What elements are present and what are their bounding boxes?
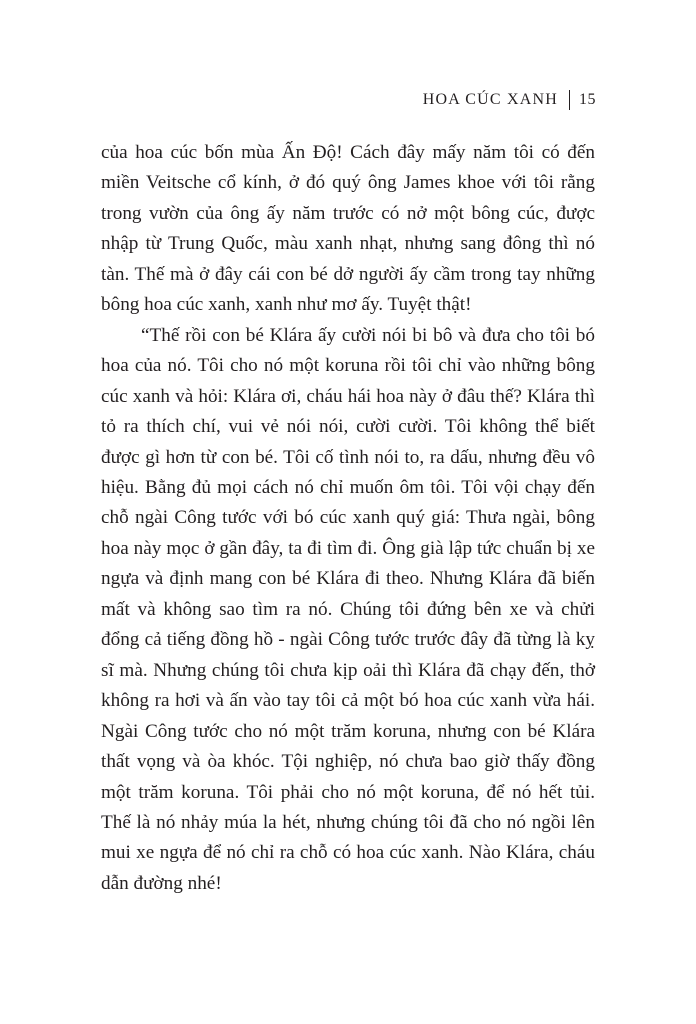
paragraph: “Thế rồi con bé Klára ấy cười nói bi bô và đưa cho tôi bó hoa của nó. Tôi cho nó một koruna rồi tôi chỉ vào những bông cúc xanh và hỏi: Klára ơi, cháu hái hoa này ở đâu thế? Klára thì tỏ ra thích chí, vui vẻ nói nói, cười cười. Tôi không thể biết được gì hơn từ con bé. Tôi cố tình nói to, ra dấu, nhưng đều vô hiệu. Bằng đủ mọi cách nó chỉ muốn ôm tôi. Tôi vội chạy đến chỗ ngài Công tước với bó cúc xanh quý giá: Thưa ngài, bông hoa này mọc ở gần đây, ta đi tìm đi. Ông già lập tức chuẩn bị xe ngựa và định mang con bé Klára đi theo. Nhưng Klára đã biến mất và không sao tìm ra nó. Chúng tôi đứng bên xe và chửi đổng cả tiếng đồng hồ - ngài Công tước trước đây đã từng là kỵ sĩ mà. Nhưng chúng tôi chưa kịp oải thì Klára đã chạy đến, thở không ra hơi và ấn vào tay tôi cả một bó hoa cúc xanh vừa hái. Ngài Công tước cho nó một trăm koruna, nhưng con bé Klára thất vọng và òa khóc. Tội nghiệp, nó chưa bao giờ thấy đồng một trăm koruna. Tôi phải cho nó một koruna, để nó hết tủi. Thế là nó nhảy múa la hét, nhưng chúng tôi đã cho nó ngồi lên mui xe ngựa để nó chỉ ra chỗ có hoa cúc xanh. Nào Klára, cháu dẫn đường nhé! bbox=[101, 324, 595, 894]
chapter-title: HOA CÚC XANH bbox=[422, 91, 558, 108]
body-text bbox=[101, 138, 595, 899]
header-divider bbox=[569, 90, 570, 110]
page-number: 15 bbox=[579, 91, 596, 108]
running-header bbox=[423, 90, 596, 110]
paragraph-continuation: của hoa cúc bốn mùa Ấn Độ! Cách đây mấy năm tôi có đến miền Veitsche cổ kính, ở đó quý ông James khoe với tôi rằng trong vườn của ông ấy năm trước có nở một bông cúc, được nhập từ Trung Quốc, màu xanh nhạt, nhưng sang đông thì nó tàn. Thế mà ở đây cái con bé dở người ấy cầm trong tay những bông hoa cúc xanh, xanh như mơ ấy. Tuyệt thật! bbox=[101, 142, 595, 316]
